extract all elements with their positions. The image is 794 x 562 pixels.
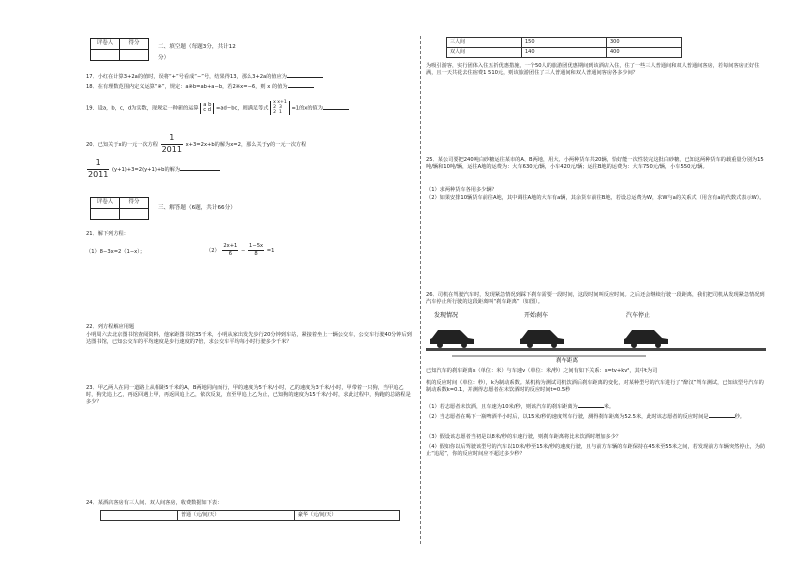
question-25-body: 25．某公司要把240吨白砂糖运往某市的A、B两地，用大、小两种货车共20辆，恰好能一次性装完这批白砂糖，已知这两种货车的载重量分别为15吨/辆和10吨/辆，运往A地的运费为：大车630元/辆，小车420元/辆；运往B地的运费为：大车750元/辆，小车550元/辆。: [426, 157, 764, 171]
table-cell: 300: [607, 38, 682, 48]
question-20-cont: [86, 158, 220, 181]
question-17: [86, 72, 323, 81]
question-25-part-1: （1）求两种货车各用多少辆？: [426, 187, 497, 193]
score-box-cell[interactable]: [120, 209, 149, 220]
price-table-header-cell: 普通（元/间/天）: [178, 511, 295, 521]
question-20-text-c: (y+1)+3=2(y+1)+b的解为: [112, 166, 181, 173]
question-20: [86, 133, 306, 156]
car-icon: [430, 330, 474, 348]
question-17-text: 17．小红在计算3+2a的值时，误将“+”号看成“−”号，结果得13，那么3+2a的值应为: [86, 74, 287, 80]
question-18-text: 18．在有理数范围内定义运算“※”，规定：a※b=ab+a−b，若2※x=−6，则: [86, 84, 266, 90]
table-cell: 双人间: [447, 48, 522, 58]
braking-distance-diagram: [426, 308, 766, 364]
question-22-body: 小明周六去北京图书馆查阅资料，他家距图书馆35千米，小明从家出发先步行20分钟到车站，紧接着坐上一辆公交车，公交车行驶40分钟后到达图书馆，已知公交车的平均速度是步行速度的7倍，求公交车平均每小时行驶多少千米？: [86, 332, 412, 346]
question-26-part-1: [426, 402, 614, 411]
fraction-1-5x-over-8: $\frac{1-5x}{8}$: [249, 243, 264, 258]
score-box-cell[interactable]: [120, 50, 149, 61]
question-26-part-3: （3）假设该志愿者当初是以8米/秒的车速行驶，则刹车距离将比未饮酒时增加多少？: [426, 434, 622, 440]
question-20-text-a: 20．已知关于x的一元一次方程: [86, 141, 158, 148]
table-cell: 150: [522, 38, 607, 48]
question-22-title: 22．列方程解应用题: [86, 324, 135, 330]
determinant-x: x x+1 2 3 2 1: [270, 101, 290, 115]
question-19-text-c: =1的x的值为: [291, 105, 323, 112]
score-box-label-grader: 评卷人: [91, 39, 120, 50]
road-surface: [426, 348, 766, 351]
page-divider: [420, 36, 421, 544]
table-row: [447, 48, 682, 58]
fraction-2x-plus-1-over-6: $\frac{2x+1}{6}$: [223, 243, 238, 258]
car-icon: [624, 330, 668, 348]
answer-blank[interactable]: [709, 412, 735, 418]
question-23-body: 23．甲乙两人在同一道路上从相距5千米的A，B两地同向而行，甲的速度为5千米/小时，乙的速度为3千米/小时，甲带着一只狗，当甲追乙时，狗先追上乙，再返回遇上甲，再返回追上乙，依次反复，直至甲追上乙为止，已知狗的速度为15千米/小时，求此过程中，狗跑的总路程是多少？: [86, 385, 411, 406]
question-19-text-a: 19．设a，b，c，d为实数，现规定一种新的运算: [86, 105, 199, 112]
table-cell: 400: [607, 48, 682, 58]
question-21-part-2-prefix: （2）: [206, 248, 220, 255]
question-26-part-4: （4）假如你以后驾驶该型号的汽车以10米/秒至15米/秒的速度行驶，且与前方车辆的车距保持在45米至55米之间，若发现前方车辆突然停止，为防止“追尾”，你的反应时间应不超过多少秒？: [426, 444, 766, 458]
score-box-2: [90, 197, 149, 220]
label-found-situation: 发现情况: [434, 312, 459, 319]
label-car-stop: 汽车停止: [626, 312, 651, 319]
section-3-title: 三、解答题（6题，共计66分）: [158, 205, 236, 211]
question-21: 21．解下列方程：: [86, 231, 129, 237]
section-2-title: 二、填空题（每题3分，共计12: [158, 44, 236, 50]
question-19: [86, 101, 349, 115]
table-row: [447, 38, 682, 48]
score-box-cell[interactable]: [91, 50, 120, 61]
price-table-header-cell: 豪华（元/间/天）: [295, 511, 400, 521]
score-box-1: [90, 38, 149, 61]
price-table-header-cell: [101, 511, 178, 521]
question-26-body: 26．司机在驾驶汽车时，发现紧急情况到踩下刹车需要一段时间，这段时间叫反应时间。之后还会继续行驶一段距离，我们把司机从发现紧急情况到汽车停止所行驶的这段距离叫“刹车距离”（如图）。: [426, 292, 765, 306]
question-18-expression: x: [267, 84, 271, 90]
unit-label: 米。: [603, 404, 615, 410]
answer-blank[interactable]: [180, 165, 220, 171]
question-26-part-2: [426, 412, 766, 421]
question-24-body: 24．某酒店客房有三人间、双人间客房，收费数据如下表：: [86, 500, 223, 506]
label-start-braking: 开始刹车: [524, 312, 549, 319]
score-box-label-score: 得分: [120, 198, 149, 209]
score-box-label-grader: 评卷人: [91, 198, 120, 209]
question-20-text-b: x+3=2x+b的解为x=2，那么关于y的一元一次方程: [185, 141, 307, 148]
question-24-continued: 为吸引游客，实行团体入住五折优惠措施，一个50人的旅游团优惠期间到该酒店入住，住了一些三人普通间和双人普通间客房，若每间客房正好住满，且一天共花去住宿费1 510元，则该旅游团住了三人普通间和双人普通间客房各多少间？: [426, 63, 760, 77]
question-18-text-b: 的值为: [271, 84, 288, 90]
determinant-ab-cd: a b c d: [200, 103, 214, 114]
score-box-label-score: 得分: [120, 39, 149, 50]
question-26-formula: 已知汽车的刹车距离s（单位：米）与车速v（单位：米/秒）之间有如下关系：s=tv+kv²，其中t为司: [426, 368, 658, 374]
answer-blank[interactable]: [287, 72, 323, 78]
unit-label: 秒。: [734, 414, 745, 420]
fraction-1-2011: $\frac{1}{2011}$: [161, 133, 182, 154]
question-26-part-2-text: （2）当志愿者在喝下一瓶啤酒半小时后，以15米/秒的速度驾车行驶，测得刹车距离为52.5米，此时该志愿者的反应时间是: [426, 414, 709, 420]
car-icon: [520, 330, 564, 348]
question-21-part-1: （1）8−3x=2（1−x）；: [86, 249, 146, 255]
price-table-body: [446, 37, 682, 58]
question-21-part-2-suffix: =1: [266, 248, 275, 255]
table-cell: 140: [522, 48, 607, 58]
minus-sign: −: [241, 248, 246, 255]
answer-blank[interactable]: [323, 104, 349, 110]
score-box-cell[interactable]: [91, 209, 120, 220]
label-braking-distance: 刹车距离: [556, 358, 579, 364]
question-26-formula-cont: 机的反应时间（单位：秒），k为制动系数。某机构为测试司机饮酒后刹车距离的变化，对某种型号的汽车进行了“醉汉”驾车测试，已知该型号汽车的制动系数k=0.1，并测得志愿者在未饮酒时的反应时间t=0.5秒: [426, 380, 764, 394]
answer-blank[interactable]: [288, 82, 314, 88]
table-cell: 三人间: [447, 38, 522, 48]
question-19-text-b: =ad−bc，则满足等式: [216, 105, 269, 112]
question-25-part-2: （2）如果安排10辆货车前往A地，其中调往A地的大车有a辆，其余货车前往B地，若设总运费为W，求W与a的关系式（用含有a的代数式表示W）。: [426, 195, 765, 201]
answer-blank[interactable]: [578, 402, 604, 408]
question-26-part-1-text: （1）若志愿者未饮酒，且车速为10米/秒，则该汽车的刹车距离为: [426, 404, 578, 410]
question-18: [86, 82, 314, 91]
price-table-header: [100, 510, 400, 521]
fraction-1-2011: $\frac{1}{2011}$: [88, 158, 109, 179]
section-2-title-cont: 分）: [158, 55, 170, 61]
question-21-part-2: [206, 243, 274, 258]
